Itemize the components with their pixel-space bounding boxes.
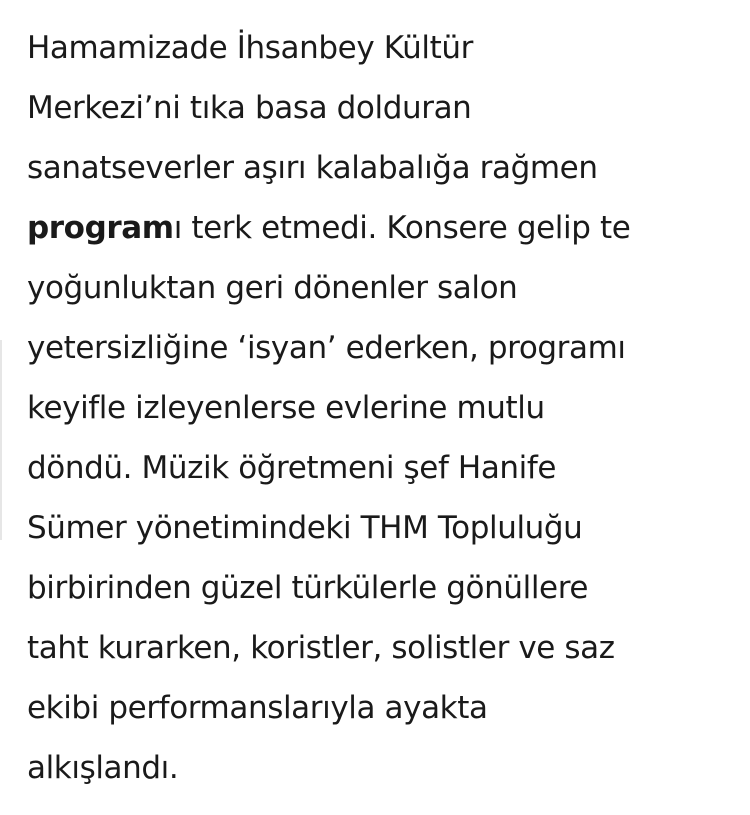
left-edge-divider <box>0 340 2 540</box>
paragraph-line: yoğunluktan geri dönenler salon <box>27 270 518 306</box>
paragraph-line: alkışlandı. <box>27 750 179 786</box>
paragraph-line: yetersizliğine ‘isyan’ ederken, programı <box>27 330 626 366</box>
line-continuation: ı terk etmedi. Konsere gelip te <box>173 210 631 246</box>
paragraph-line: Hamamizade İhsanbey Kültür <box>27 30 473 66</box>
paragraph-line: döndü. Müzik öğretmeni şef Hanife <box>27 450 557 486</box>
paragraph-line: Sümer yönetimindeki THM Topluluğu <box>27 510 583 546</box>
bold-emphasis: program <box>27 210 174 246</box>
paragraph-line: birbirinden güzel türkülerle gönüllere <box>27 570 589 606</box>
paragraph-line: sanatseverler aşırı kalabalığa rağmen <box>27 150 598 186</box>
paragraph-line: Merkezi’ni tıka basa dolduran <box>27 90 472 126</box>
paragraph-line: taht kurarken, koristler, solistler ve saz <box>27 630 615 666</box>
article-paragraph <box>27 18 727 798</box>
paragraph-line: ekibi performanslarıyla ayakta <box>27 690 488 726</box>
paragraph-line <box>27 198 727 258</box>
paragraph-line: keyifle izleyenlerse evlerine mutlu <box>27 390 545 426</box>
